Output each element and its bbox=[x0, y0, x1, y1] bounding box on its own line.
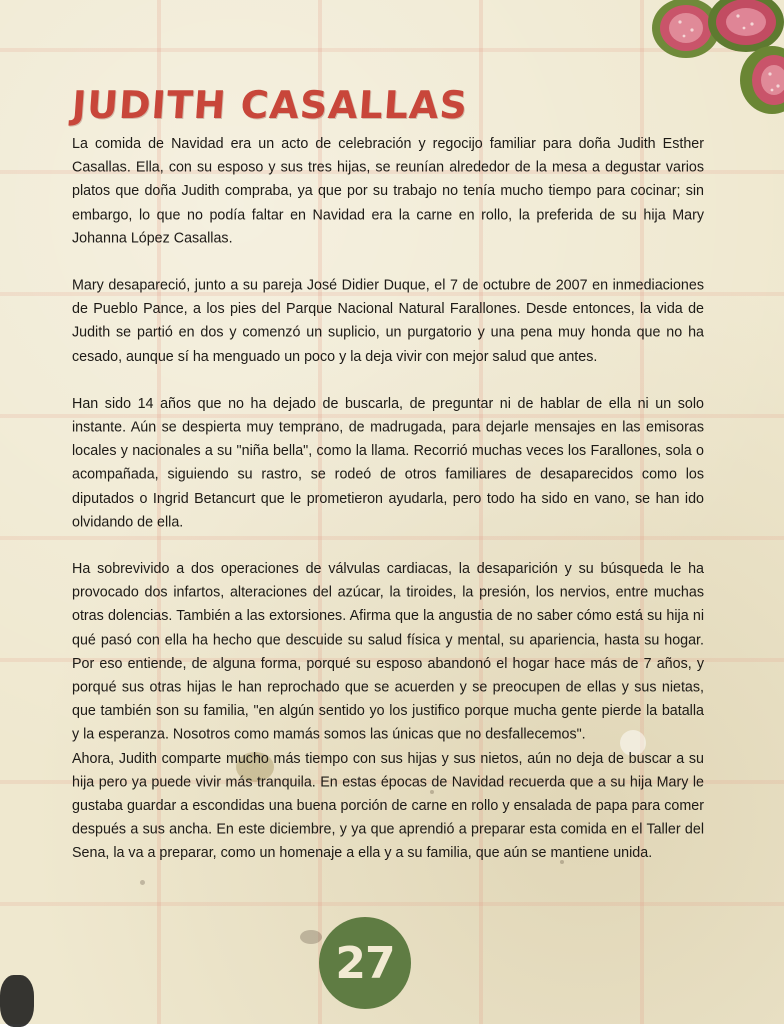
fig-illustration-icon bbox=[634, 0, 784, 120]
page-number-badge bbox=[319, 917, 411, 1009]
speckle bbox=[300, 930, 322, 944]
paragraph: Mary desapareció, junto a su pareja José Didier Duque, el 7 de octubre de 2007 en inmediaciones de Pueblo Pance, a los pies del Parque Nacional Natural Farallones. Desde entonces, la vida de Judith se partió en dos y comenzó un suplicio, un purgatorio y una pena muy honda que no ha cesado, aunque sí ha menguado un poco y la deja vivir con mejor salud que antes. bbox=[72, 277, 704, 365]
article-title: JUDITH CASALLAS bbox=[70, 83, 470, 127]
article-body bbox=[72, 133, 704, 890]
paragraph: Ha sobrevivido a dos operaciones de válvulas cardiacas, la desaparición y su búsqueda le ha provocado dos infartos, alteraciones del azúcar, la tiroides, la presión, los nervios, entre muchas otras dolencias. También a las extorsiones. Afirma que la angustia de no saber cómo está su hija ni qué pasó con ella ha hecho que descuide su salud física y mental, su apariencia, hasta su hogar. Por eso entiende, de alguna forma, porqué su esposo abandonó el hogar hace más de 7 años, y porqué sus otras hijas le han reprochado que se acuerden y se preocupen de ellas y sus nietas, que también son su familia, "en algún sentido yo los justifico porque mucha gente pierde la batalla y la esperanza. Nosotros como mamás somos las únicas que no desfallecemos". bbox=[72, 561, 704, 744]
paragraph: La comida de Navidad era un acto de celebración y regocijo familiar para doña Judith Esther Casallas. Ella, con su esposo y sus tres hijas, se reunían alrededor de la mesa a degustar varios platos que doña Judith compraba, ya que por su trabajo no tenía mucho tiempo para cocinar; sin embargo, lo que no podía faltar en Navidad era la carne en rollo, la preferida de su hija Mary Johanna López Casallas. bbox=[72, 135, 704, 247]
paragraph: Ahora, Judith comparte mucho más tiempo con sus hijas y sus nietos, aún no deja de buscar a su hija pero ya puede vivir más tranquila. En estas épocas de Navidad recuerda que a su hija Mary le gustaba guardar a escondidas una buena porción de carne en rollo y ensalada de papa para comer después a sus ancha. En este diciembre, y ya que aprendió a preparar esta comida en el Taller del Sena, la va a preparar, como un homenaje a ella y a su familia, que aún se mantiene unida. bbox=[72, 750, 704, 862]
paragraph: Han sido 14 años que no ha dejado de buscarla, de preguntar ni de hablar de ella ni un solo instante. Aún se despierta muy temprano, de madrugada, para dejarle mensajes en las emisoras locales y nacionales a su "niña bella", como la llama. Recorrió muchas veces los Farallones, sola o acompañada, siguiendo su rastro, se rodeó de otros familiares de desaparecidos como los diputados o Ingrid Betancurt que le prometieron ayudarla, pero todo ha sido en vano, se han ido olvidando de ella. bbox=[72, 395, 704, 531]
corner-ink-mark bbox=[0, 975, 34, 1027]
page-number: 27 bbox=[335, 937, 395, 989]
